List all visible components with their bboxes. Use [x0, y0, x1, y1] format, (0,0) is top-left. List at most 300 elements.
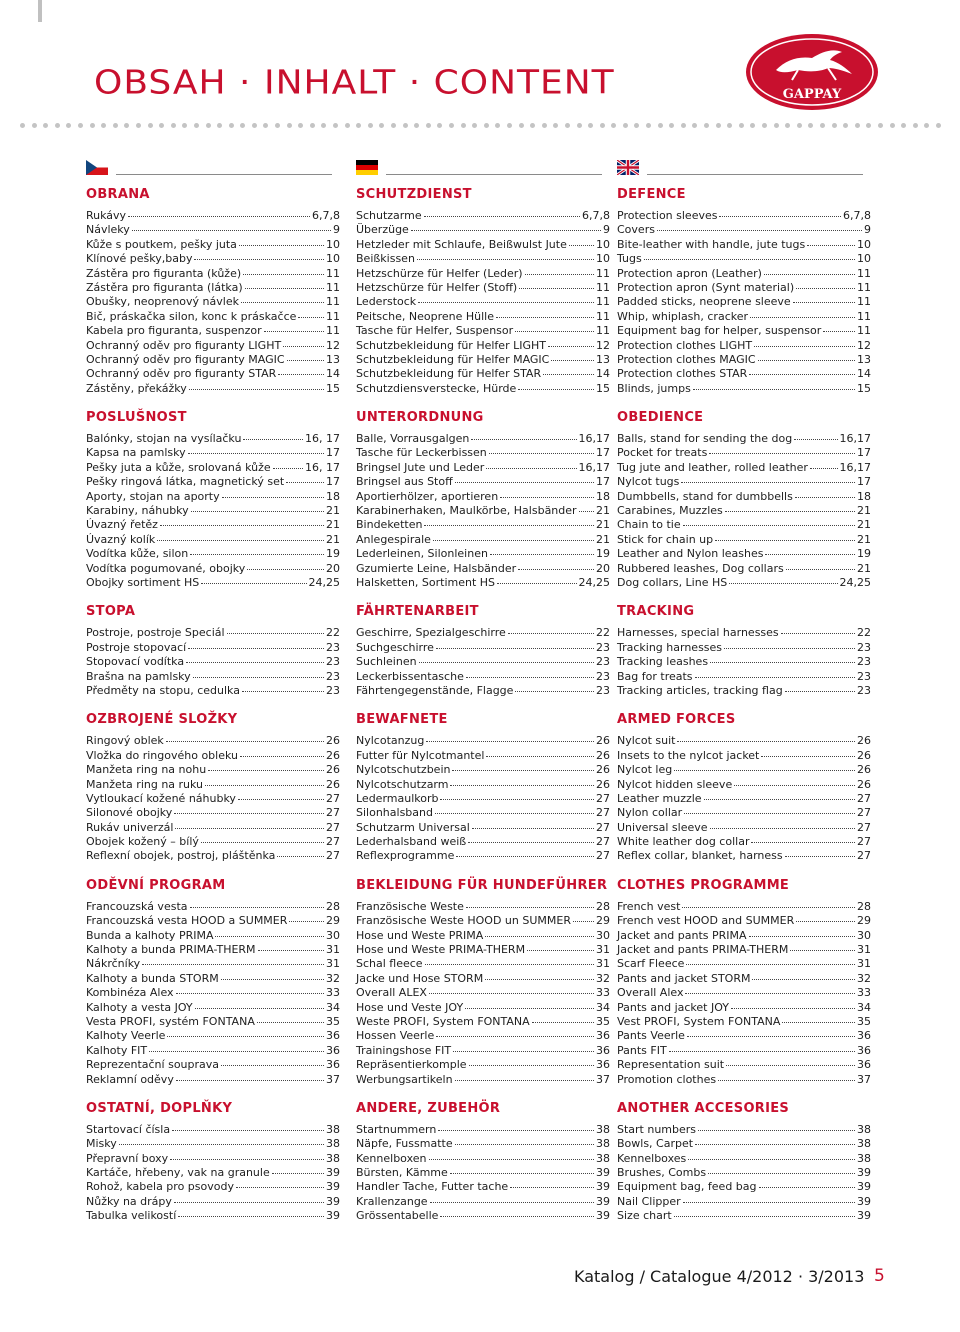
divider-dot — [194, 123, 199, 128]
entry-page: 38 — [857, 1137, 871, 1151]
entry-label: Tasche für Helfer, Suspensor — [356, 324, 514, 338]
dot-leader — [693, 388, 855, 390]
toc-entry — [617, 1029, 871, 1043]
entry-page: 36 — [326, 1058, 340, 1072]
dot-leader — [781, 632, 855, 634]
dot-leader — [411, 229, 601, 231]
divider-dot — [66, 123, 71, 128]
toc-entry — [86, 900, 340, 914]
entry-label: Nylon collar — [617, 806, 683, 820]
toc-entry — [617, 1044, 871, 1058]
toc-entry — [356, 1209, 610, 1223]
toc-entry — [86, 382, 340, 396]
divider-dot — [901, 123, 906, 128]
toc-entry — [356, 446, 610, 460]
toc-entry — [86, 626, 340, 640]
entry-label: Úvazný řetěz — [86, 518, 158, 532]
toc-entry — [86, 1123, 340, 1137]
entry-page: 31 — [326, 957, 340, 971]
toc-entry — [356, 353, 610, 367]
divider-dot — [669, 123, 674, 128]
entry-label: White leather dog collar — [617, 835, 750, 849]
toc-entry — [356, 1015, 610, 1029]
toc-entry — [356, 504, 610, 518]
entry-page: 27 — [857, 791, 871, 805]
toc-entry — [617, 490, 871, 504]
dot-leader — [490, 553, 594, 555]
toc-section — [617, 590, 871, 698]
divider-dot — [78, 123, 83, 128]
entry-page: 31 — [857, 943, 871, 957]
entry-page: 24,25 — [839, 575, 871, 589]
toc-entry — [356, 914, 610, 928]
toc-entry — [617, 518, 871, 532]
entry-label: French vest — [617, 899, 681, 913]
toc-entry — [617, 461, 871, 475]
toc-entry — [356, 475, 610, 489]
entry-label: Postroje, postroje Speciál — [86, 626, 225, 640]
dot-leader — [698, 1129, 855, 1131]
entry-label: Representation suit — [617, 1058, 725, 1072]
dot-leader — [579, 510, 594, 512]
entry-label: Schutzdiensverstecke, Hürde — [356, 381, 517, 395]
entry-page: 10 — [326, 252, 340, 266]
dot-leader — [238, 798, 324, 800]
czech-flag-icon — [86, 160, 108, 175]
entry-label: Pešky ringová látka, magnetický set — [86, 475, 285, 489]
entry-page: 11 — [596, 280, 610, 294]
toc-entry — [86, 562, 340, 576]
dot-leader — [518, 568, 594, 570]
entry-label: Hossen Veerle — [356, 1029, 435, 1043]
entry-label: Lederstock — [356, 295, 417, 309]
toc-entry — [356, 641, 610, 655]
dot-leader — [264, 330, 324, 332]
dot-leader — [455, 1079, 594, 1081]
divider-dot — [182, 123, 187, 128]
toc-section — [617, 698, 871, 864]
entry-label: Equipment bag, feed bag — [617, 1180, 757, 1194]
toc-entry — [86, 446, 340, 460]
entry-label: Pants Veerle — [617, 1029, 685, 1043]
dot-leader — [247, 568, 324, 570]
toc-entry — [617, 533, 871, 547]
divider-dot — [275, 123, 280, 128]
entry-page: 22 — [326, 626, 340, 640]
toc-entry — [617, 295, 871, 309]
entry-label: Anlegespirale — [356, 532, 431, 546]
divider-dot — [611, 123, 616, 128]
entry-label: Peitsche, Neoprene Hülle — [356, 309, 495, 323]
toc-entry — [617, 1001, 871, 1015]
entry-label: Manžeta ring na ruku — [86, 777, 204, 791]
dot-leader — [500, 496, 594, 498]
dot-leader — [419, 661, 594, 663]
toc-entry — [356, 382, 610, 396]
section-title: BEKLEIDUNG FÜR HUNDEFÜHRER — [356, 877, 608, 893]
entry-page: 28 — [857, 899, 871, 913]
dot-leader — [450, 784, 594, 786]
entry-page: 11 — [857, 266, 871, 280]
toc-entry — [356, 1001, 610, 1015]
entry-page: 30 — [326, 928, 340, 942]
divider-dot — [507, 123, 512, 128]
toc-entry — [617, 763, 871, 777]
entry-page: 31 — [596, 957, 610, 971]
column-german — [356, 160, 610, 1224]
entry-label: Zástěra pro figuranta (kůže) — [86, 266, 242, 280]
toc-entry — [617, 1209, 871, 1223]
entry-page: 27 — [326, 820, 340, 834]
divider-dot — [379, 123, 384, 128]
dot-leader — [749, 373, 855, 375]
divider-dot — [356, 123, 361, 128]
divider-dot — [600, 123, 605, 128]
dot-leader — [243, 273, 324, 275]
divider-dot — [345, 123, 350, 128]
dot-leader — [452, 769, 594, 771]
toc-section — [86, 864, 340, 1087]
entry-label: Handler Tache, Futter tache — [356, 1180, 509, 1194]
toc-entry — [356, 792, 610, 806]
entry-label: Lederhalsband weiß — [356, 835, 467, 849]
entry-page: 39 — [857, 1180, 871, 1194]
section-title: UNTERORDNUNG — [356, 410, 484, 426]
divider-dot — [774, 123, 779, 128]
entry-label: Overall Alex — [617, 986, 684, 1000]
entry-label: Trainingshose FIT — [356, 1043, 452, 1057]
dot-leader — [644, 258, 855, 260]
toc-entry — [617, 806, 871, 820]
dot-leader — [471, 438, 576, 440]
divider-dot — [843, 123, 848, 128]
entry-page: 20 — [596, 561, 610, 575]
dot-leader — [786, 568, 855, 570]
dot-leader — [465, 1007, 594, 1009]
toc-entry — [617, 972, 871, 986]
dot-leader — [433, 539, 594, 541]
dot-leader — [674, 1215, 855, 1217]
toc-entry — [617, 1195, 871, 1209]
entry-label: Karabinerhaken, Maulkörbe, Halsbänder — [356, 504, 577, 518]
entry-label: Weste PROFI, System FONTANA — [356, 1014, 530, 1028]
dot-leader — [170, 1158, 324, 1160]
entry-page: 26 — [857, 734, 871, 748]
dot-leader — [273, 467, 303, 469]
entry-page: 39 — [857, 1209, 871, 1223]
dot-leader — [752, 978, 855, 980]
dot-leader — [810, 467, 838, 469]
dot-leader — [188, 452, 324, 454]
entry-label: Tug jute and leather, rolled leather — [617, 460, 808, 474]
dot-leader — [243, 438, 303, 440]
dot-leader — [128, 215, 310, 217]
entry-page: 27 — [857, 835, 871, 849]
entry-label: Rubbered leashes, Dog collars — [617, 561, 784, 575]
divider-dot — [426, 123, 431, 128]
toc-entry — [86, 641, 340, 655]
entry-label: Brushes, Combs — [617, 1166, 707, 1180]
entry-page: 18 — [596, 489, 610, 503]
entry-page: 11 — [857, 324, 871, 338]
toc-entry — [356, 1166, 610, 1180]
dot-leader — [796, 287, 855, 289]
dot-leader — [710, 827, 855, 829]
dot-leader — [239, 244, 324, 246]
entry-page: 38 — [326, 1151, 340, 1165]
entry-page: 27 — [326, 835, 340, 849]
entry-label: Schutzarme — [356, 209, 422, 222]
entry-label: Schutzbekleidung für Helfer MAGIC — [356, 352, 550, 366]
section-title: DEFENCE — [617, 187, 686, 202]
toc-entry — [617, 1058, 871, 1072]
dot-leader — [510, 1186, 594, 1188]
entry-page: 21 — [857, 504, 871, 518]
dot-leader — [486, 755, 594, 757]
dot-leader — [790, 949, 855, 951]
entry-page: 16, 17 — [305, 432, 340, 446]
divider-dot — [797, 123, 802, 128]
entry-label: Pocket for treats — [617, 446, 708, 460]
dot-leader — [272, 1172, 324, 1174]
entry-label: Bringsel aus Stoff — [356, 475, 453, 489]
entry-label: Gzumierte Leine, Halsbänder — [356, 561, 517, 575]
entry-label: Kalhoty FIT — [86, 1043, 148, 1057]
entry-label: Rohož, kabela pro psovody — [86, 1180, 234, 1194]
toc-entry — [356, 684, 610, 698]
divider-dot — [855, 123, 860, 128]
toc-entry — [86, 914, 340, 928]
entry-label: Blinds, jumps — [617, 381, 691, 395]
entry-page: 10 — [596, 252, 610, 266]
dot-leader — [543, 373, 594, 375]
dot-leader — [429, 992, 594, 994]
toc-entry — [356, 749, 610, 763]
toc-entry — [356, 655, 610, 669]
divider-dot — [310, 123, 315, 128]
divider-dot — [414, 123, 419, 128]
divider-dot — [762, 123, 767, 128]
toc-entry — [617, 914, 871, 928]
toc-entry — [617, 821, 871, 835]
divider-dot — [623, 123, 628, 128]
dot-leader — [436, 1035, 594, 1037]
toc-entry — [86, 792, 340, 806]
dot-leader — [551, 359, 594, 361]
dot-leader — [793, 301, 855, 303]
section-title: ANOTHER ACCESORIES — [617, 1100, 790, 1116]
dot-leader — [682, 906, 855, 908]
toc-entry — [86, 209, 340, 223]
entry-label: Bringsel Jute und Leder — [356, 460, 485, 474]
toc-section — [86, 590, 340, 698]
divider-dot — [449, 123, 454, 128]
entry-page: 21 — [326, 504, 340, 518]
toc-entry — [617, 339, 871, 353]
divider-dot — [658, 123, 663, 128]
entry-label: Size chart — [617, 1209, 672, 1223]
toc-entry — [86, 339, 340, 353]
entry-page: 24,25 — [578, 575, 610, 589]
entry-page: 11 — [596, 324, 610, 338]
divider-dot — [159, 123, 164, 128]
toc-entry — [356, 1152, 610, 1166]
toc-entry — [617, 238, 871, 252]
dot-leader — [468, 841, 594, 843]
entry-page: 26 — [326, 763, 340, 777]
dot-leader — [149, 1050, 324, 1052]
dot-leader — [695, 676, 855, 678]
dot-leader — [190, 553, 324, 555]
toc-entry — [356, 223, 610, 237]
dot-leader — [486, 467, 576, 469]
toc-entry — [356, 1180, 610, 1194]
entry-label: Vodítka kůže, silon — [86, 547, 189, 561]
toc-entry — [617, 562, 871, 576]
dot-leader — [726, 1064, 855, 1066]
toc-entry — [356, 806, 610, 820]
dot-leader — [497, 582, 576, 584]
divider-dot — [217, 123, 222, 128]
dot-leader — [241, 301, 324, 303]
entry-page: 16,17 — [578, 460, 610, 474]
dot-leader — [718, 1079, 855, 1081]
dot-leader — [257, 1021, 324, 1023]
dot-leader — [436, 647, 594, 649]
entry-page: 9 — [603, 223, 610, 237]
divider-dot — [832, 123, 837, 128]
entry-label: Hetzschürze für Helfer (Stoff) — [356, 280, 518, 294]
entry-page: 10 — [857, 252, 871, 266]
entry-page: 11 — [326, 309, 340, 323]
entry-page: 21 — [326, 532, 340, 546]
entry-label: Reklamní oděvy — [86, 1072, 174, 1086]
entry-label: Kalhoty a vesta JOY — [86, 1000, 193, 1014]
toc-entry — [356, 432, 610, 446]
dot-leader — [785, 690, 855, 692]
dot-leader — [425, 963, 594, 965]
divider-dot — [461, 123, 466, 128]
catalog-footer: Katalog / Catalogue 4/2012 · 3/2013 — [574, 1267, 865, 1286]
dot-leader — [469, 1064, 594, 1066]
toc-entry — [86, 1001, 340, 1015]
entry-page: 38 — [326, 1122, 340, 1136]
entry-label: Näpfe, Fussmatte — [356, 1137, 453, 1151]
divider-dot — [484, 123, 489, 128]
toc-section — [86, 698, 340, 864]
dot-leader — [429, 1158, 595, 1160]
toc-entry — [356, 281, 610, 295]
dot-leader — [515, 330, 594, 332]
entry-label: Kennelboxes — [617, 1151, 687, 1165]
dot-leader — [221, 1064, 324, 1066]
entry-page: 10 — [596, 237, 610, 251]
toc-entry — [86, 461, 340, 475]
dot-leader — [674, 769, 855, 771]
divider-dot — [32, 123, 37, 128]
entry-page: 33 — [596, 986, 610, 1000]
entry-page: 14 — [326, 367, 340, 381]
dot-leader — [796, 920, 855, 922]
dot-leader — [710, 661, 855, 663]
dot-leader — [440, 798, 594, 800]
entry-page: 27 — [326, 791, 340, 805]
entry-page: 12 — [596, 338, 610, 352]
entry-page: 27 — [857, 806, 871, 820]
dot-leader — [681, 481, 855, 483]
entry-label: Tugs — [617, 252, 642, 266]
entry-label: French vest HOOD and SUMMER — [617, 914, 795, 928]
entry-label: Stopovací vodítka — [86, 655, 185, 669]
divider-dot — [20, 123, 25, 128]
dot-leader — [489, 452, 594, 454]
entry-label: Stick for chain up — [617, 532, 714, 546]
entry-page: 15 — [326, 381, 340, 395]
entry-page: 28 — [596, 899, 610, 913]
entry-page: 29 — [326, 914, 340, 928]
entry-label: Nylcot suit — [617, 734, 676, 748]
entry-page: 39 — [596, 1180, 610, 1194]
entry-page: 23 — [596, 683, 610, 697]
entry-page: 36 — [857, 1058, 871, 1072]
entry-label: Pants FIT — [617, 1043, 667, 1057]
toc-entry — [86, 763, 340, 777]
entry-page: 38 — [857, 1151, 871, 1165]
divider-dot — [716, 123, 721, 128]
dot-leader — [201, 582, 306, 584]
dot-leader — [240, 755, 324, 757]
entry-label: Kombinéza Alex — [86, 986, 174, 1000]
entry-page: 11 — [857, 295, 871, 309]
section-title: TRACKING — [617, 604, 695, 620]
divider-dot — [519, 123, 524, 128]
entry-label: Kennelboxen — [356, 1151, 427, 1165]
entry-page: 39 — [857, 1194, 871, 1208]
toc-entry — [356, 490, 610, 504]
entry-page: 26 — [857, 777, 871, 791]
entry-page: 32 — [596, 971, 610, 985]
toc-entry — [86, 238, 340, 252]
entry-label: Kabela pro figuranta, suspenzor — [86, 324, 262, 338]
toc-entry — [356, 518, 610, 532]
entry-label: Vložka do ringového obleku — [86, 748, 238, 762]
entry-label: Manžeta ring na nohu — [86, 763, 207, 777]
entry-page: 26 — [326, 748, 340, 762]
divider-dot — [692, 123, 697, 128]
entry-label: Padded sticks, neoprene sleeve — [617, 295, 791, 309]
entry-page: 23 — [857, 683, 871, 697]
dot-leader — [167, 1035, 324, 1037]
entry-page: 31 — [596, 943, 610, 957]
entry-page: 22 — [596, 626, 610, 640]
entry-label: Nylcotschutzbein — [356, 763, 451, 777]
dot-leader — [456, 855, 594, 857]
section-title: STOPA — [86, 604, 136, 620]
toc-entry — [86, 749, 340, 763]
entry-label: Úvazný kolík — [86, 532, 156, 546]
divider-dot — [553, 123, 558, 128]
toc-section — [356, 396, 610, 590]
divider-dot — [136, 123, 141, 128]
toc-section — [356, 864, 610, 1087]
entry-page: 10 — [326, 237, 340, 251]
dot-leader — [142, 963, 324, 965]
toc-entry — [356, 461, 610, 475]
entry-page: 31 — [857, 957, 871, 971]
dot-leader — [174, 812, 324, 814]
toc-entry — [356, 367, 610, 381]
entry-page: 23 — [857, 640, 871, 654]
